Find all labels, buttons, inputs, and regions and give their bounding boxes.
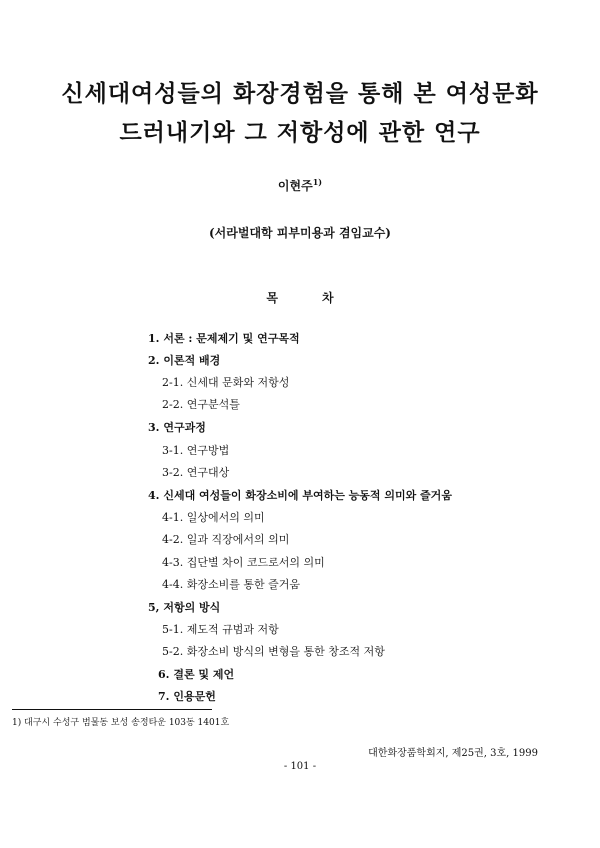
- title-line-1: 신세대여성들의 화장경험을 통해 본 여성문화: [61, 80, 539, 107]
- toc-item: 4-1. 일상에서의 의미: [162, 511, 265, 524]
- toc-item: 6. 결론 및 제언: [158, 668, 235, 681]
- toc-item: 4-2. 일과 직장에서의 의미: [162, 533, 290, 546]
- author: [0, 177, 600, 194]
- title-line-2: 드러내기와 그 저항성에 관한 연구: [119, 119, 481, 146]
- author-affiliation: (서라벌대학 피부미용과 겸임교수): [208, 226, 391, 240]
- toc-item: 4-3. 집단별 차이 코드로서의 의미: [162, 556, 325, 569]
- toc-item: 3. 연구과정: [148, 421, 206, 434]
- footnote-divider: [12, 709, 212, 710]
- toc-item: 1. 서론 : 문제제기 및 연구목적: [148, 332, 300, 345]
- author-footnote-mark[interactable]: 1): [312, 177, 323, 187]
- toc-heading: [0, 289, 600, 306]
- toc-item: 5, 저항의 방식: [148, 601, 221, 614]
- page-number: - 101 -: [283, 761, 317, 772]
- footnote: 1) 대구시 수성구 범물동 보성 송정타운 103동 1401호: [12, 718, 230, 728]
- toc-item: 5-1. 제도적 규범과 저항: [162, 623, 279, 636]
- journal-citation: 대한화장품학회지, 제25권, 3호, 1999: [368, 748, 538, 759]
- toc-item: 2-1. 신세대 문화와 저항성: [162, 376, 290, 389]
- toc-item: 2-2. 연구분석틀: [162, 398, 240, 411]
- toc-item: 3-2. 연구대상: [162, 466, 230, 479]
- toc-heading-left: 목: [266, 291, 278, 305]
- toc-item: 4-4. 화장소비를 통한 즐거움: [162, 578, 300, 591]
- toc-item: 4. 신세대 여성들이 화장소비에 부여하는 능동적 의미와 즐거움: [148, 489, 452, 502]
- toc-heading-right: 차: [322, 291, 334, 305]
- toc-item: 3-1. 연구방법: [162, 444, 230, 457]
- toc-item: 5-2. 화장소비 방식의 변형을 통한 창조적 저항: [162, 645, 385, 658]
- author-name: 이현주: [277, 179, 313, 193]
- toc-item: 2. 이론적 배경: [148, 354, 221, 367]
- toc-item: 7. 인용문헌: [158, 690, 216, 703]
